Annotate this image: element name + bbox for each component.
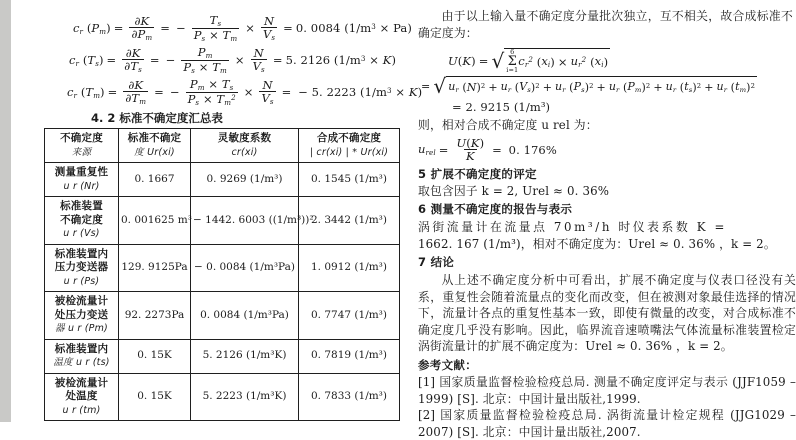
source-line: 标准装置内: [54, 342, 109, 355]
source-symbol: u r (Ps): [63, 275, 100, 287]
source-line: 压力变送器: [54, 261, 109, 273]
table-header-cell: [45, 129, 119, 163]
header-line-2: 来源: [71, 146, 92, 158]
combined-cell: 0. 7833 (1/m³): [299, 373, 400, 421]
std-uncertainty-cell: 0. 15K: [119, 373, 191, 421]
table-header-cell: [299, 129, 400, 163]
header-line-2: 度 Ur(xi): [134, 146, 175, 158]
source-line: 不确定度: [60, 213, 103, 226]
section5-heading: 5 扩展不确定度的评定: [418, 167, 537, 181]
combined-cell: 1. 0912 (1/m³): [299, 244, 400, 292]
references-list: [418, 374, 796, 440]
std-uncertainty-cell: 129. 9125Pa: [119, 244, 191, 292]
header-line-1: 合成不确定度: [316, 132, 382, 144]
header-line-2: cr(xi): [231, 146, 258, 158]
table-row: [45, 244, 400, 292]
combined-cell: 0. 7819 (1/m³): [299, 339, 400, 373]
std-uncertainty-cell: 0. 15K: [119, 339, 191, 373]
sensitivity-cell: 5. 2126 (1/m³K): [191, 339, 299, 373]
table-header-cell: [119, 129, 191, 163]
row-source-cell: [45, 373, 119, 421]
table-row: [45, 163, 400, 197]
formula-UK: U ( K ) = √ 6 Σ i=1 $c_r^2$ ( $x_i$ ) × $u_r^2$ ( $x_i$ ): [448, 48, 609, 74]
section6-heading: 6 测量不确定度的报告与表示: [418, 202, 573, 216]
header-line-1: 灵敏度系数: [217, 132, 272, 144]
combined-cell: 0. 7747 (1/m³): [299, 292, 400, 340]
row-source-cell: [45, 339, 119, 373]
formula-cr-Tm: $c_r$ ( $T_m$ ) = $\frac{\partial K}{\partial T_m}$ = − $\frac{P_m \times T_s}{P_s \times T_m^2}$ × $\frac{N}{V_s}$ = − 5. 2223 $(1/m^3 \times K)$: [67, 77, 423, 107]
source-line: 处压力变送: [54, 308, 109, 321]
table-row: [45, 292, 400, 340]
sensitivity-cell: 0. 0084 (1/m³Pa): [191, 292, 299, 340]
source-symbol: u r (tm): [62, 404, 101, 416]
formula-cr-Pm: $c_r$ ( $P_m$ ) = $\frac{\partial K}{\partial P_m}$ = − $\frac{T_s}{P_s \times T_m}$ × $\frac{N}{V_s}$ = 0. 0084 $(1/m^3 \times Pa)$: [73, 13, 412, 43]
formula-cr-Ts: $c_r$ ( $T_s$ ) = $\frac{\partial K}{\partial T_s}$ = − $\frac{P_m}{P_s \times T_m}$ × $\frac{N}{V_s}$ = 5. 2126 $(1/m^3 \times K)$: [69, 45, 397, 75]
row-source-cell: [45, 163, 119, 197]
table-heading: 4. 2 标准不确定度汇总表: [91, 111, 223, 125]
header-line-1: 不确定度: [60, 132, 103, 144]
table-row: [45, 197, 400, 245]
source-line: 标准装置内: [54, 247, 109, 260]
source-symbol: u r (Vs): [63, 228, 100, 239]
std-uncertainty-cell: 92. 2273Pa: [119, 292, 191, 340]
table-row: [45, 339, 400, 373]
scan-edge-artifact: [0, 0, 11, 422]
row-source-cell: [45, 292, 119, 340]
std-uncertainty-cell: 0. 1667: [119, 163, 191, 197]
combined-cell: 2. 3442 (1/m³): [299, 197, 400, 245]
references-heading: 参考文献：: [418, 358, 477, 372]
table-header-row: [45, 129, 400, 163]
table-header-cell: [191, 129, 299, 163]
source-symbol: 温度 u r (ts): [53, 357, 110, 368]
row-source-cell: [45, 197, 119, 245]
table-row: [45, 373, 400, 421]
source-line: 处温度: [65, 390, 98, 402]
section5-text: 取包含因子 k = 2, Urel ≈ 0. 36%: [418, 184, 610, 198]
section7-heading: 7 结论: [418, 255, 455, 269]
formula-urel: $u_{rel}$ = $\frac{U(K)}{K}$ = 0. 176%: [418, 136, 557, 164]
formula-UK-expansion: = √ $u_r$ ( N )$^2$ + $u_r$ ( $V_s$ )$^2$ + $u_r$ ( $P_s$ )$^2$ + $u_r$ ( $P_m$ )$^2$ + $u_r$ ( $t_s$ )$^2$ + $u_r$ ( $t_m$ )$^2$: [421, 74, 755, 98]
sensitivity-cell: 5. 2223 (1/m³K): [191, 373, 299, 421]
intro-paragraph: 由于以上输入量不确定度分量批次独立，互不相关，故合成标准不确定度为：: [418, 9, 793, 40]
row-source-cell: [45, 244, 119, 292]
reference-item: [1] 国家质量监督检验检疫总局. 测量不确定度评定与表示 (JJF1059 – 1999) [S]. 北京：中国计量出版社,1999.: [418, 375, 796, 406]
sensitivity-cell: − 1442. 6003 ((1/m³))²: [191, 197, 299, 245]
uncertainty-summary-table: [44, 128, 400, 421]
section7-text: 从上述不确定度分析中可看出，扩展不确定度与仪表口径没有关系，重复性会随着流量点的变化而改变，但在被测对象最佳选择的情况下，流量计各点的重复性基本一致，即使有微量的改变，对合成标准不确定度几乎没有影响。因此，临界流音速喷嘴法气体流量标准装置检定涡街流量计的扩展不确定度为：Urel ≈ 0. 36% ，k = 2。: [418, 273, 796, 353]
std-uncertainty-cell: 0. 001625 m³: [119, 197, 191, 245]
formula-UK-result: = 2. 9215 (1/m³): [452, 100, 551, 114]
page-content: [11, 0, 796, 439]
source-line: 测量重复性: [54, 166, 109, 178]
combined-cell: 0. 1545 (1/m³): [299, 163, 400, 197]
right-column: [410, 0, 796, 439]
source-symbol: 器 u r (Pm): [55, 323, 108, 334]
source-line: 被检流量计: [54, 295, 109, 307]
relative-uncertainty-intro: 则，相对合成不确定度 u rel 为：: [418, 118, 598, 132]
header-line-1: 标准不确定: [127, 132, 182, 144]
reference-item: [2] 国家质量监督检验检疫总局. 涡街流量计检定规程 (JJG1029 – 2007) [S]. 北京：中国计量出版社,2007.: [418, 408, 796, 439]
source-symbol: u r (Nr): [63, 180, 100, 192]
section6-line1: 涡街流量计在流量点 70m³/h 时仪表系数 K =: [418, 220, 727, 234]
source-line: 标准装置: [60, 200, 103, 212]
sensitivity-cell: − 0. 0084 (1/m³Pa): [191, 244, 299, 292]
left-column: [25, 0, 423, 422]
section6-line2: 1662. 167 (1/m³)，相对不确定度为：Urel ≈ 0. 36% ，k = 2。: [418, 237, 776, 251]
header-line-2: | cr(xi) | * Ur(xi): [309, 146, 389, 158]
source-line: 被检流量计: [54, 376, 109, 389]
sensitivity-cell: 0. 9269 (1/m³): [191, 163, 299, 197]
